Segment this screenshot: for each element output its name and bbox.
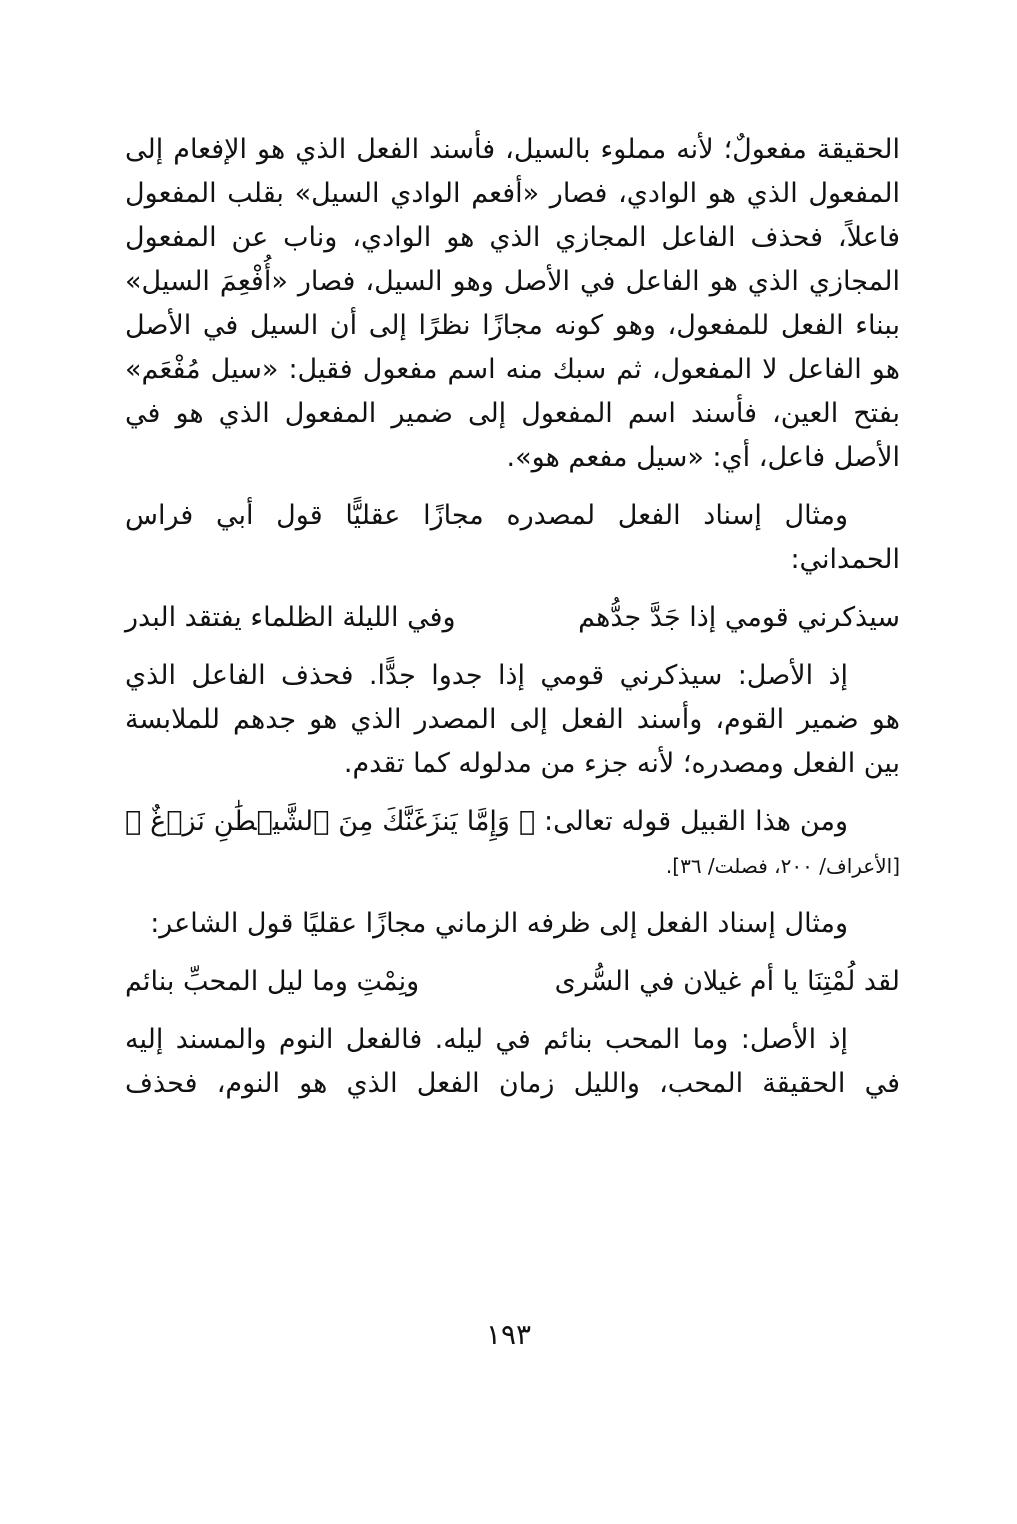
text-line: هو ضمير القوم، وأسند الفعل إلى المصدر الذي هو جدهم للملابسة: [125, 704, 900, 735]
quran-citation: [الأعراف/ ٢٠٠، فصلت/ ٣٦].: [665, 854, 900, 878]
paragraph: [125, 494, 900, 582]
verse-first-hemistich: لقد لُمْتِنَا يا أم غيلان في السُّرى: [554, 966, 900, 997]
page-body: [125, 128, 900, 1106]
text-line: بين الفعل ومصدره؛ لأنه جزء من مدلوله كما تقدم.: [343, 748, 900, 779]
text-line: بفتح العين، فأسند اسم المفعول إلى ضمير المفعول الذي هو في: [125, 398, 900, 429]
text-line: ومثال إسناد الفعل إلى ظرفه الزماني مجازًا عقليًا قول الشاعر:: [150, 908, 848, 939]
text-line: فاعلاً، فحذف الفاعل المجازي الذي هو الوادي، وناب عن المفعول: [125, 222, 900, 253]
text-line: المفعول الذي هو الوادي، فصار «أفعم الوادي السيل» بقلب المفعول: [125, 178, 900, 209]
text-line: الأصل فاعل، أي: «سيل مفعم هو».: [506, 442, 900, 473]
poetry-verse: [125, 960, 900, 1004]
text-line: إذ الأصل: سيذكرني قومي إذا جدوا جدًّا. فحذف الفاعل الذي: [125, 660, 848, 691]
text-line: إذ الأصل: وما المحب بنائم في ليله. فالفعل النوم والمسند إليه: [125, 1024, 848, 1055]
paragraph: [125, 654, 900, 786]
text-line: هو الفاعل لا المفعول، ثم سبك منه اسم مفعول فقيل: «سيل مُفْعَم»: [125, 354, 900, 385]
verse-first-hemistich: سيذكرني قومي إذا جَدَّ جدُّهم: [578, 602, 900, 633]
poetry-verse: [125, 596, 900, 640]
paragraph: [125, 902, 900, 946]
quran-quote-line: ومن هذا القبيل قوله تعالى: ﴿ وَإِمَّا يَنزَغَنَّكَ مِنَ ٱلشَّيۡطَٰنِ نَزۡغٌ ﴾: [125, 806, 848, 837]
text-line: المجازي الذي هو الفاعل في الأصل وهو السيل، فصار «أُفْعِمَ السيل»: [125, 266, 900, 297]
text-line: الحقيقة مفعولٌ؛ لأنه مملوء بالسيل، فأسند الفعل الذي هو الإفعام إلى: [125, 134, 900, 165]
verse-second-hemistich: ونِمْتِ وما ليل المحبِّ بنائم: [125, 966, 420, 997]
paragraph: [125, 1018, 900, 1106]
paragraph: [125, 128, 900, 480]
text-line: الحمداني:: [790, 544, 900, 575]
verse-second-hemistich: وفي الليلة الظلماء يفتقد البدر: [125, 602, 456, 633]
text-line: ببناء الفعل للمفعول، وهو كونه مجازًا نظرًا إلى أن السيل في الأصل: [125, 310, 900, 341]
text-line: ومثال إسناد الفعل لمصدره مجازًا عقليًّا قول أبي فراس: [125, 500, 848, 531]
paragraph: [125, 800, 900, 888]
text-line: في الحقيقة المحب، والليل زمان الفعل الذي هو النوم، فحذف: [125, 1068, 900, 1099]
page-number: ١٩٣: [485, 1318, 532, 1351]
